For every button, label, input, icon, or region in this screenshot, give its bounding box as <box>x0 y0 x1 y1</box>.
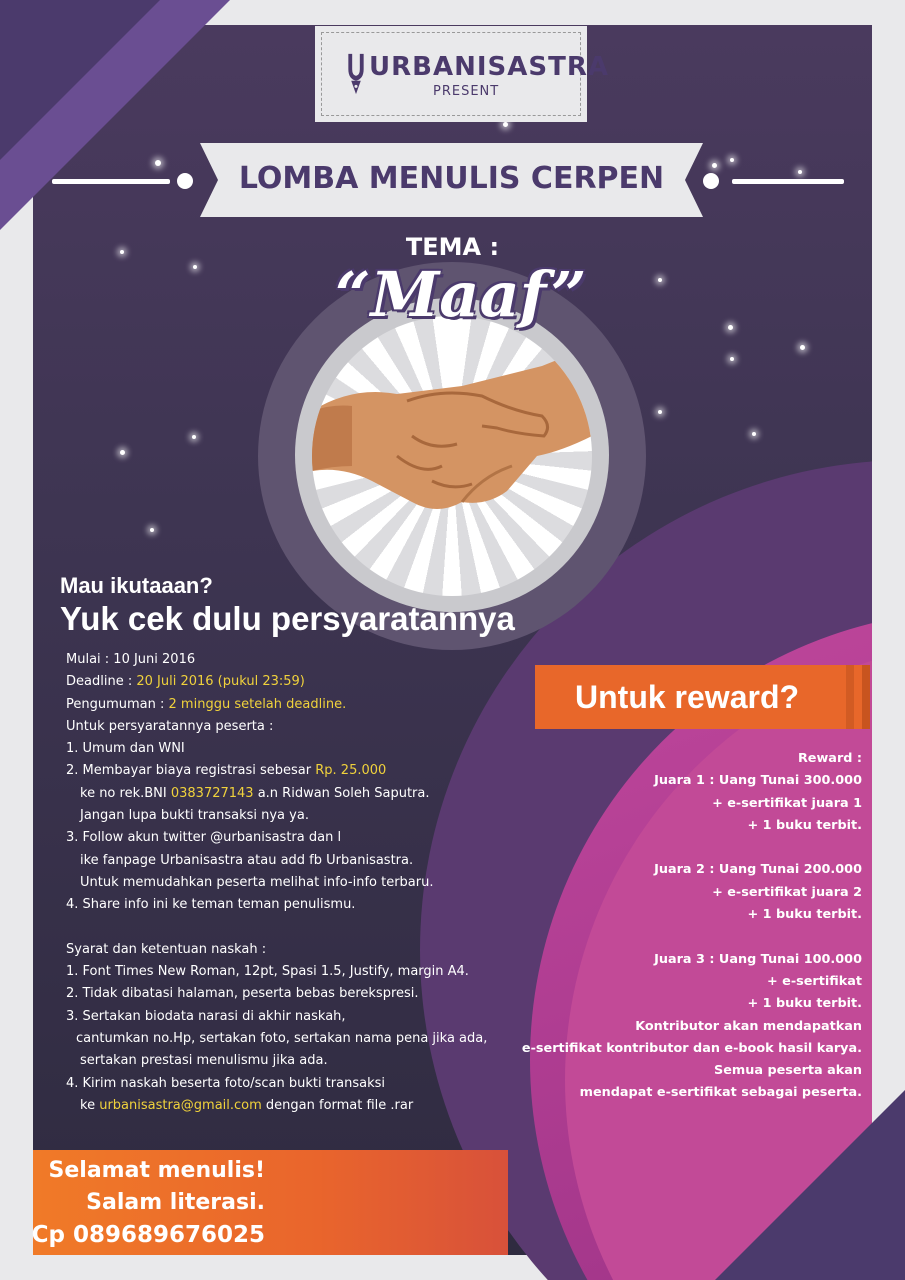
text-line: Semua peserta akan <box>714 1063 862 1079</box>
star-decoration <box>658 278 662 282</box>
reward-heading: Untuk reward? <box>575 679 800 715</box>
star-decoration <box>752 432 756 436</box>
detail-line: cantumkan no.Hp, sertakan foto, sertakan nama pena jika ada, <box>76 1031 488 1047</box>
star-decoration <box>658 410 662 414</box>
star-decoration <box>503 122 508 127</box>
banner-line-left <box>52 179 170 184</box>
reward-banner <box>535 665 870 729</box>
detail-line: sertakan prestasi menulismu jika ada. <box>80 1053 328 1069</box>
contact-phone[interactable]: Cp 089689676025 <box>31 1222 265 1248</box>
star-decoration <box>800 345 805 350</box>
corner-decoration <box>715 1090 905 1280</box>
detail-line: Untuk persyaratannya peserta : <box>66 718 274 734</box>
brand-subtitle: PRESENT <box>433 84 500 99</box>
star-decoration <box>728 325 733 330</box>
star-decoration <box>730 158 734 162</box>
theme-value: “Maaf” <box>335 258 587 331</box>
text-line <box>66 917 487 939</box>
detail-line: ke urbanisastra@gmail.com dengan format file .rar <box>80 1097 414 1113</box>
detail-line: 3. Follow akun twitter @urbanisastra dan l <box>66 830 342 846</box>
detail-line: 4. Kirim naskah beserta foto/scan bukti transaksi <box>66 1075 385 1091</box>
text-line: Reward : <box>797 751 862 766</box>
text-line: + e-sertifikat <box>766 973 862 989</box>
event-title: LOMBA MENULIS CERPEN <box>238 161 665 196</box>
star-decoration <box>120 250 124 254</box>
intro-question: Mau ikutaaan? <box>60 573 213 598</box>
star-decoration <box>712 163 717 168</box>
intro-heading: Yuk cek dulu persyaratannya <box>60 600 515 637</box>
handshake-illustration <box>312 316 592 596</box>
detail-line: 1. Font Times New Roman, 12pt, Spasi 1.5, Justify, margin A4. <box>66 964 469 980</box>
detail-line: 4. Share info ini ke teman teman penulismu. <box>66 897 356 913</box>
banner-line-right <box>732 179 844 184</box>
star-decoration <box>730 357 734 361</box>
text-line <box>502 926 862 948</box>
text-line: e-sertifikat kontributor dan e-book hasil karya. <box>521 1040 862 1056</box>
text-line: Juara 2 : Uang Tunai 200.000 <box>654 862 862 878</box>
email-link[interactable]: urbanisastra@gmail.com <box>99 1097 262 1113</box>
brand-box <box>315 26 609 122</box>
detail-line: Deadline : 20 Juli 2016 (pukul 23:59) <box>66 674 305 690</box>
corner-decoration <box>0 0 160 160</box>
detail-line: Mulai : 10 Juni 2016 <box>66 652 196 667</box>
text-line: + 1 buku terbit. <box>747 996 862 1012</box>
text-line: mendapat e-sertifikat sebagai peserta. <box>579 1085 862 1101</box>
brand-name: URBANISASTRA <box>369 52 609 82</box>
text-line <box>502 837 862 859</box>
detail-line: 2. Tidak dibatasi halaman, peserta bebas berekspresi. <box>66 986 419 1002</box>
star-decoration <box>193 265 197 269</box>
reward-list <box>502 748 862 1105</box>
star-decoration <box>150 528 154 532</box>
requirements-text <box>66 649 487 1117</box>
star-decoration <box>120 450 125 455</box>
detail-line: Syarat dan ketentuan naskah : <box>66 941 267 957</box>
footer-text <box>0 1155 265 1251</box>
detail-line: 1. Umum dan WNI <box>66 741 185 757</box>
detail-line: Pengumuman : 2 minggu setelah deadline. <box>66 696 347 712</box>
banner-dot-left <box>177 173 193 189</box>
footer-salam: Salam literasi. <box>86 1190 265 1215</box>
detail-line: Untuk memudahkan peserta melihat info-info terbaru. <box>80 874 434 890</box>
text-line: Juara 1 : Uang Tunai 300.000 <box>654 773 862 789</box>
theme-label: TEMA : <box>405 233 500 261</box>
text-line: Kontributor akan mendapatkan <box>635 1018 862 1034</box>
title-banner <box>200 143 703 217</box>
text-line: + e-sertifikat juara 1 <box>712 795 862 811</box>
banner-dot-right <box>703 173 719 189</box>
text-line: Juara 3 : Uang Tunai 100.000 <box>654 951 862 967</box>
detail-line: ke no rek.BNI 0383727143 a.n Ridwan Soleh Saputra. <box>80 785 430 801</box>
detail-line: ike fanpage Urbanisastra atau add fb Urbanisastra. <box>80 852 414 868</box>
text-line: + 1 buku terbit. <box>747 907 862 923</box>
detail-line: 2. Membayar biaya registrasi sebesar Rp. 25.000 <box>66 763 387 779</box>
text-line: + e-sertifikat juara 2 <box>712 884 862 900</box>
footer-greeting: Selamat menulis! <box>48 1158 265 1183</box>
detail-line: 3. Sertakan biodata narasi di akhir naskah, <box>66 1008 346 1024</box>
star-decoration <box>155 160 161 166</box>
star-decoration <box>798 170 802 174</box>
pen-icon <box>345 52 367 96</box>
star-decoration <box>192 435 196 439</box>
handshake-icon <box>312 316 592 596</box>
frame-strip <box>872 0 905 1280</box>
text-line: + 1 buku terbit. <box>747 817 862 833</box>
detail-line: Jangan lupa bukti transaksi nya ya. <box>80 808 309 824</box>
